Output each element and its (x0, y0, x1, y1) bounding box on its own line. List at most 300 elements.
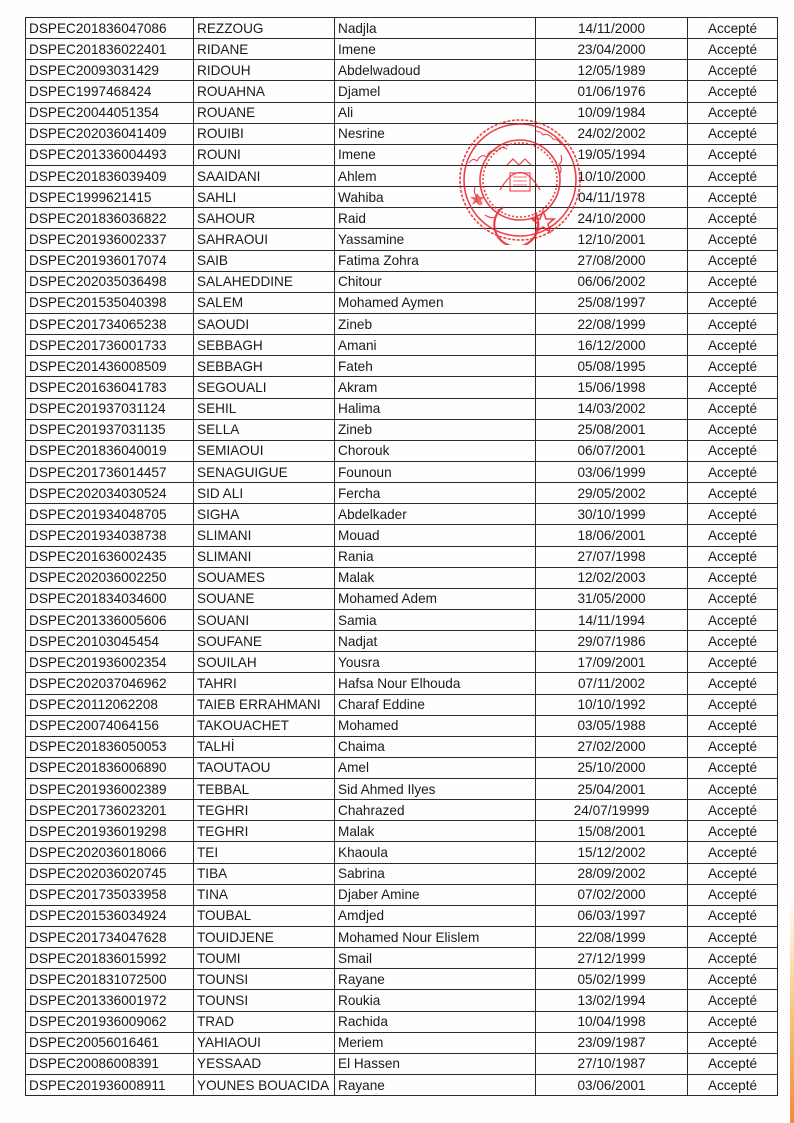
table-row (26, 419, 778, 440)
cell-prenom: Meriem (335, 1032, 536, 1053)
cell-dossier-id: DSPEC201535040398 (26, 292, 194, 313)
cell-prenom: Imene (335, 39, 536, 60)
cell-prenom: Raid (335, 208, 536, 229)
table-row (26, 60, 778, 81)
table-row (26, 440, 778, 461)
table-row (26, 504, 778, 525)
cell-prenom: Nadjla (335, 18, 536, 39)
cell-statut: Accepté (688, 863, 778, 884)
cell-nom: SOUFANE (194, 631, 335, 652)
cell-statut: Accepté (688, 525, 778, 546)
cell-nom: SAHRAOUI (194, 229, 335, 250)
cell-date-naissance: 27/02/2000 (536, 736, 688, 757)
cell-date-naissance: 12/05/1989 (536, 60, 688, 81)
cell-dossier-id: DSPEC20086008391 (26, 1053, 194, 1074)
cell-prenom: Fateh (335, 356, 536, 377)
cell-dossier-id: DSPEC201836022401 (26, 39, 194, 60)
cell-statut: Accepté (688, 969, 778, 990)
cell-nom: YAHIAOUI (194, 1032, 335, 1053)
cell-statut: Accepté (688, 18, 778, 39)
cell-dossier-id: DSPEC201836006890 (26, 757, 194, 778)
cell-statut: Accepté (688, 990, 778, 1011)
cell-prenom: Mohamed Adem (335, 588, 536, 609)
table-row (26, 102, 778, 123)
cell-nom: YOUNES BOUACIDA (194, 1075, 335, 1096)
table-row (26, 1075, 778, 1096)
cell-date-naissance: 06/06/2002 (536, 271, 688, 292)
cell-dossier-id: DSPEC1997468424 (26, 81, 194, 102)
table-row (26, 1011, 778, 1032)
cell-prenom: Mohamed Aymen (335, 292, 536, 313)
cell-nom: SOUILAH (194, 652, 335, 673)
cell-prenom: Roukia (335, 990, 536, 1011)
cell-date-naissance: 10/04/1998 (536, 1011, 688, 1032)
table-row (26, 313, 778, 334)
results-table (25, 17, 778, 1096)
table-row (26, 631, 778, 652)
table-row (26, 694, 778, 715)
cell-prenom: Sabrina (335, 863, 536, 884)
cell-date-naissance: 07/11/2002 (536, 673, 688, 694)
table-row (26, 757, 778, 778)
cell-prenom: Rachida (335, 1011, 536, 1032)
table-row (26, 356, 778, 377)
cell-prenom: Amdjed (335, 905, 536, 926)
cell-dossier-id: DSPEC201836036822 (26, 208, 194, 229)
cell-date-naissance: 03/05/1988 (536, 715, 688, 736)
cell-prenom: Fercha (335, 483, 536, 504)
cell-dossier-id: DSPEC201436008509 (26, 356, 194, 377)
cell-date-naissance: 27/07/1998 (536, 546, 688, 567)
cell-prenom: Yousra (335, 652, 536, 673)
cell-statut: Accepté (688, 504, 778, 525)
cell-dossier-id: DSPEC201336004493 (26, 144, 194, 165)
cell-nom: RIDOUH (194, 60, 335, 81)
cell-dossier-id: DSPEC20044051354 (26, 102, 194, 123)
cell-nom: TINA (194, 884, 335, 905)
cell-statut: Accepté (688, 757, 778, 778)
cell-dossier-id: DSPEC201336005606 (26, 609, 194, 630)
cell-prenom: Chitour (335, 271, 536, 292)
cell-prenom: Malak (335, 821, 536, 842)
cell-date-naissance: 27/12/1999 (536, 948, 688, 969)
cell-date-naissance: 05/08/1995 (536, 356, 688, 377)
cell-prenom: Amani (335, 335, 536, 356)
cell-date-naissance: 27/10/1987 (536, 1053, 688, 1074)
table-row (26, 271, 778, 292)
cell-dossier-id: DSPEC201936002354 (26, 652, 194, 673)
table-row (26, 250, 778, 271)
cell-statut: Accepté (688, 356, 778, 377)
table-row (26, 1053, 778, 1074)
cell-prenom: Malak (335, 567, 536, 588)
table-row (26, 18, 778, 39)
cell-date-naissance: 03/06/1999 (536, 461, 688, 482)
cell-statut: Accepté (688, 821, 778, 842)
cell-dossier-id: DSPEC201936002337 (26, 229, 194, 250)
cell-statut: Accepté (688, 631, 778, 652)
cell-dossier-id: DSPEC20074064156 (26, 715, 194, 736)
cell-statut: Accepté (688, 483, 778, 504)
cell-dossier-id: DSPEC201736001733 (26, 335, 194, 356)
cell-statut: Accepté (688, 144, 778, 165)
cell-nom: SID ALI (194, 483, 335, 504)
table-row (26, 884, 778, 905)
cell-nom: TAKOUACHET (194, 715, 335, 736)
cell-nom: SOUANE (194, 588, 335, 609)
cell-nom: ROUAHNA (194, 81, 335, 102)
cell-prenom: Hafsa Nour Elhouda (335, 673, 536, 694)
table-row (26, 948, 778, 969)
cell-date-naissance: 24/02/2002 (536, 123, 688, 144)
cell-prenom: Djamel (335, 81, 536, 102)
cell-prenom: Amel (335, 757, 536, 778)
cell-nom: TOUNSI (194, 969, 335, 990)
cell-dossier-id: DSPEC202036018066 (26, 842, 194, 863)
results-table-body (26, 18, 778, 1096)
table-row (26, 144, 778, 165)
cell-statut: Accepté (688, 673, 778, 694)
cell-dossier-id: DSPEC201937031135 (26, 419, 194, 440)
cell-nom: RIDANE (194, 39, 335, 60)
cell-statut: Accepté (688, 39, 778, 60)
scan-edge-artifact (790, 900, 794, 1123)
cell-dossier-id: DSPEC201934048705 (26, 504, 194, 525)
cell-prenom: Chaima (335, 736, 536, 757)
cell-nom: SLIMANI (194, 546, 335, 567)
cell-statut: Accepté (688, 208, 778, 229)
cell-statut: Accepté (688, 948, 778, 969)
cell-nom: SOUAMES (194, 567, 335, 588)
table-row (26, 525, 778, 546)
cell-dossier-id: DSPEC20093031429 (26, 60, 194, 81)
table-row (26, 377, 778, 398)
cell-date-naissance: 18/06/2001 (536, 525, 688, 546)
table-row (26, 229, 778, 250)
cell-nom: YESSAAD (194, 1053, 335, 1074)
cell-date-naissance: 12/10/2001 (536, 229, 688, 250)
cell-date-naissance: 12/02/2003 (536, 567, 688, 588)
cell-statut: Accepté (688, 313, 778, 334)
cell-date-naissance: 14/03/2002 (536, 398, 688, 419)
cell-prenom: Mohamed Nour Elislem (335, 927, 536, 948)
cell-date-naissance: 19/05/1994 (536, 144, 688, 165)
cell-statut: Accepté (688, 800, 778, 821)
cell-date-naissance: 06/03/1997 (536, 905, 688, 926)
cell-nom: TAOUTAOU (194, 757, 335, 778)
table-row (26, 927, 778, 948)
table-row (26, 588, 778, 609)
cell-dossier-id: DSPEC201936002389 (26, 779, 194, 800)
cell-statut: Accepté (688, 377, 778, 398)
cell-nom: TEBBAL (194, 779, 335, 800)
cell-dossier-id: DSPEC201736023201 (26, 800, 194, 821)
cell-nom: SAHLI (194, 187, 335, 208)
cell-nom: TRAD (194, 1011, 335, 1032)
cell-prenom: Founoun (335, 461, 536, 482)
table-row (26, 398, 778, 419)
cell-dossier-id: DSPEC201836039409 (26, 165, 194, 186)
table-row (26, 905, 778, 926)
cell-prenom: Fatima Zohra (335, 250, 536, 271)
cell-nom: TAHRI (194, 673, 335, 694)
cell-date-naissance: 29/07/1986 (536, 631, 688, 652)
cell-dossier-id: DSPEC201636041783 (26, 377, 194, 398)
cell-statut: Accepté (688, 440, 778, 461)
cell-date-naissance: 15/12/2002 (536, 842, 688, 863)
cell-nom: SELLA (194, 419, 335, 440)
cell-date-naissance: 25/08/2001 (536, 419, 688, 440)
cell-prenom: Sid Ahmed Ilyes (335, 779, 536, 800)
cell-dossier-id: DSPEC202035036498 (26, 271, 194, 292)
cell-dossier-id: DSPEC201937031124 (26, 398, 194, 419)
cell-prenom: Charaf Eddine (335, 694, 536, 715)
cell-date-naissance: 15/08/2001 (536, 821, 688, 842)
table-row (26, 673, 778, 694)
cell-prenom: Chahrazed (335, 800, 536, 821)
cell-nom: SAIB (194, 250, 335, 271)
cell-statut: Accepté (688, 884, 778, 905)
table-row (26, 483, 778, 504)
cell-statut: Accepté (688, 1011, 778, 1032)
cell-prenom: Akram (335, 377, 536, 398)
cell-statut: Accepté (688, 546, 778, 567)
cell-date-naissance: 23/09/1987 (536, 1032, 688, 1053)
cell-statut: Accepté (688, 1075, 778, 1096)
cell-prenom: El Hassen (335, 1053, 536, 1074)
cell-dossier-id: DSPEC202034030524 (26, 483, 194, 504)
cell-prenom: Abdelwadoud (335, 60, 536, 81)
cell-dossier-id: DSPEC202036020745 (26, 863, 194, 884)
cell-date-naissance: 13/02/1994 (536, 990, 688, 1011)
cell-dossier-id: DSPEC201734047628 (26, 927, 194, 948)
cell-dossier-id: DSPEC201836047086 (26, 18, 194, 39)
cell-nom: ROUIBI (194, 123, 335, 144)
cell-dossier-id: DSPEC201831072500 (26, 969, 194, 990)
table-row (26, 990, 778, 1011)
cell-statut: Accepté (688, 1032, 778, 1053)
cell-nom: SEHIL (194, 398, 335, 419)
cell-date-naissance: 25/04/2001 (536, 779, 688, 800)
cell-statut: Accepté (688, 927, 778, 948)
table-row (26, 1032, 778, 1053)
cell-statut: Accepté (688, 271, 778, 292)
cell-nom: TOUIDJENE (194, 927, 335, 948)
cell-date-naissance: 06/07/2001 (536, 440, 688, 461)
cell-statut: Accepté (688, 1053, 778, 1074)
cell-dossier-id: DSPEC202037046962 (26, 673, 194, 694)
cell-statut: Accepté (688, 905, 778, 926)
cell-date-naissance: 30/10/1999 (536, 504, 688, 525)
table-row (26, 567, 778, 588)
cell-date-naissance: 27/08/2000 (536, 250, 688, 271)
cell-prenom: Nesrine (335, 123, 536, 144)
table-row (26, 461, 778, 482)
cell-statut: Accepté (688, 461, 778, 482)
cell-nom: TOUMI (194, 948, 335, 969)
cell-statut: Accepté (688, 292, 778, 313)
table-row (26, 165, 778, 186)
cell-prenom: Halima (335, 398, 536, 419)
cell-nom: SIGHA (194, 504, 335, 525)
table-row (26, 335, 778, 356)
cell-nom: TEI (194, 842, 335, 863)
cell-date-naissance: 15/06/1998 (536, 377, 688, 398)
cell-prenom: Ahlem (335, 165, 536, 186)
cell-statut: Accepté (688, 736, 778, 757)
cell-nom: SAHOUR (194, 208, 335, 229)
table-row (26, 715, 778, 736)
cell-nom: SALEM (194, 292, 335, 313)
cell-date-naissance: 14/11/2000 (536, 18, 688, 39)
cell-prenom: Rania (335, 546, 536, 567)
table-row (26, 863, 778, 884)
table-row (26, 779, 778, 800)
cell-prenom: Rayane (335, 1075, 536, 1096)
cell-statut: Accepté (688, 715, 778, 736)
cell-dossier-id: DSPEC201936008911 (26, 1075, 194, 1096)
cell-nom: SAAIDANI (194, 165, 335, 186)
cell-nom: SEGOUALI (194, 377, 335, 398)
cell-dossier-id: DSPEC202036041409 (26, 123, 194, 144)
cell-dossier-id: DSPEC201834034600 (26, 588, 194, 609)
cell-date-naissance: 31/05/2000 (536, 588, 688, 609)
cell-prenom: Ali (335, 102, 536, 123)
cell-dossier-id: DSPEC1999621415 (26, 187, 194, 208)
cell-date-naissance: 23/04/2000 (536, 39, 688, 60)
cell-date-naissance: 14/11/1994 (536, 609, 688, 630)
cell-prenom: Rayane (335, 969, 536, 990)
cell-dossier-id: DSPEC201936019298 (26, 821, 194, 842)
table-row (26, 123, 778, 144)
table-row (26, 39, 778, 60)
cell-nom: SEBBAGH (194, 356, 335, 377)
table-row (26, 187, 778, 208)
cell-date-naissance: 25/08/1997 (536, 292, 688, 313)
table-row (26, 821, 778, 842)
cell-nom: TOUNSI (194, 990, 335, 1011)
cell-prenom: Zineb (335, 419, 536, 440)
cell-prenom: Smail (335, 948, 536, 969)
cell-prenom: Djaber Amine (335, 884, 536, 905)
table-row (26, 208, 778, 229)
cell-date-naissance: 24/07/19999 (536, 800, 688, 821)
cell-statut: Accepté (688, 123, 778, 144)
table-row (26, 609, 778, 630)
cell-statut: Accepté (688, 165, 778, 186)
cell-prenom: Wahiba (335, 187, 536, 208)
cell-statut: Accepté (688, 335, 778, 356)
cell-statut: Accepté (688, 419, 778, 440)
cell-date-naissance: 04/11/1978 (536, 187, 688, 208)
cell-nom: ROUNI (194, 144, 335, 165)
table-row (26, 800, 778, 821)
cell-date-naissance: 05/02/1999 (536, 969, 688, 990)
cell-date-naissance: 10/09/1984 (536, 102, 688, 123)
cell-statut: Accepté (688, 652, 778, 673)
cell-date-naissance: 10/10/1992 (536, 694, 688, 715)
cell-prenom: Yassamine (335, 229, 536, 250)
cell-prenom: Khaoula (335, 842, 536, 863)
table-row (26, 81, 778, 102)
cell-date-naissance: 17/09/2001 (536, 652, 688, 673)
cell-dossier-id: DSPEC20103045454 (26, 631, 194, 652)
cell-date-naissance: 25/10/2000 (536, 757, 688, 778)
cell-prenom: Mouad (335, 525, 536, 546)
cell-nom: TEGHRI (194, 800, 335, 821)
cell-statut: Accepté (688, 250, 778, 271)
cell-prenom: Abdelkader (335, 504, 536, 525)
cell-statut: Accepté (688, 609, 778, 630)
cell-dossier-id: DSPEC20056016461 (26, 1032, 194, 1053)
cell-statut: Accepté (688, 60, 778, 81)
cell-prenom: Mohamed (335, 715, 536, 736)
cell-nom: SOUANI (194, 609, 335, 630)
cell-nom: TIBA (194, 863, 335, 884)
cell-prenom: Nadjat (335, 631, 536, 652)
table-row (26, 969, 778, 990)
cell-statut: Accepté (688, 842, 778, 863)
cell-statut: Accepté (688, 398, 778, 419)
cell-statut: Accepté (688, 588, 778, 609)
cell-statut: Accepté (688, 229, 778, 250)
cell-statut: Accepté (688, 187, 778, 208)
cell-date-naissance: 22/08/1999 (536, 313, 688, 334)
cell-statut: Accepté (688, 694, 778, 715)
cell-dossier-id: DSPEC201936017074 (26, 250, 194, 271)
cell-nom: TAIEB ERRAHMANI (194, 694, 335, 715)
cell-prenom: Chorouk (335, 440, 536, 461)
cell-statut: Accepté (688, 102, 778, 123)
cell-dossier-id: DSPEC201636002435 (26, 546, 194, 567)
cell-dossier-id: DSPEC20112062208 (26, 694, 194, 715)
cell-date-naissance: 29/05/2002 (536, 483, 688, 504)
cell-statut: Accepté (688, 567, 778, 588)
cell-date-naissance: 28/09/2002 (536, 863, 688, 884)
cell-dossier-id: DSPEC202036002250 (26, 567, 194, 588)
cell-nom: SEBBAGH (194, 335, 335, 356)
cell-dossier-id: DSPEC201836040019 (26, 440, 194, 461)
table-row (26, 292, 778, 313)
cell-date-naissance: 16/12/2000 (536, 335, 688, 356)
cell-date-naissance: 01/06/1976 (536, 81, 688, 102)
cell-dossier-id: DSPEC201536034924 (26, 905, 194, 926)
cell-nom: REZZOUG (194, 18, 335, 39)
cell-nom: ROUANE (194, 102, 335, 123)
cell-dossier-id: DSPEC201934038738 (26, 525, 194, 546)
table-row (26, 842, 778, 863)
table-row (26, 546, 778, 567)
cell-dossier-id: DSPEC201936009062 (26, 1011, 194, 1032)
cell-dossier-id: DSPEC201734065238 (26, 313, 194, 334)
cell-dossier-id: DSPEC201736014457 (26, 461, 194, 482)
cell-nom: SENAGUIGUE (194, 461, 335, 482)
cell-prenom: Zineb (335, 313, 536, 334)
table-row (26, 652, 778, 673)
cell-nom: SEMIAOUI (194, 440, 335, 461)
cell-prenom: Imene (335, 144, 536, 165)
cell-date-naissance: 24/10/2000 (536, 208, 688, 229)
cell-date-naissance: 10/10/2000 (536, 165, 688, 186)
cell-dossier-id: DSPEC201836015992 (26, 948, 194, 969)
cell-nom: TEGHRI (194, 821, 335, 842)
cell-prenom: Samia (335, 609, 536, 630)
table-row (26, 736, 778, 757)
cell-date-naissance: 22/08/1999 (536, 927, 688, 948)
cell-date-naissance: 07/02/2000 (536, 884, 688, 905)
cell-nom: SAOUDI (194, 313, 335, 334)
cell-nom: SLIMANI (194, 525, 335, 546)
